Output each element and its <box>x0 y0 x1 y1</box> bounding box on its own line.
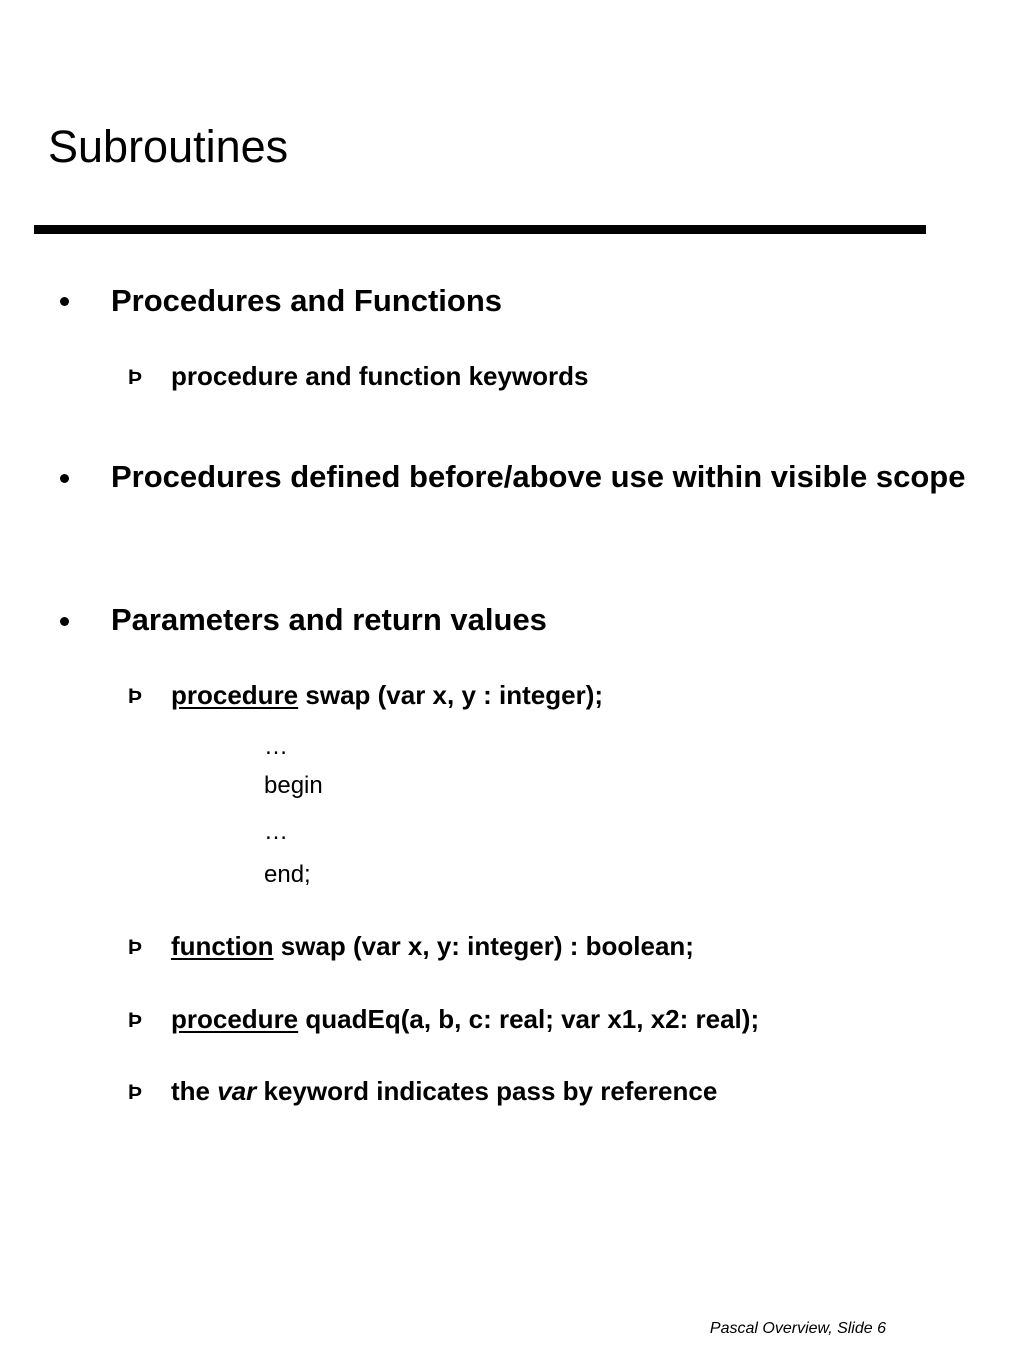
slide-footer: Pascal Overview, Slide 6 <box>709 1320 886 1337</box>
title-divider <box>34 225 926 234</box>
sub-bullet-var-keyword <box>171 1075 717 1107</box>
keyword-function: function <box>171 931 274 961</box>
signature-text: swap (var x, y: integer) : boolean; <box>273 931 694 961</box>
sentence-prefix: the <box>171 1076 218 1106</box>
code-line: … <box>264 733 288 760</box>
filled-circle-bullet-icon <box>60 474 69 483</box>
keyword-var: var <box>217 1076 257 1106</box>
wingdings-arrow-bullet-icon: Þ <box>128 1081 143 1104</box>
sub-bullet-keywords: procedure and function keywords <box>171 361 589 391</box>
signature-text: swap (var x, y : integer); <box>298 680 604 710</box>
wingdings-arrow-bullet-icon: Þ <box>128 685 143 708</box>
wingdings-arrow-bullet-icon: Þ <box>128 936 143 959</box>
sub-bullet-function-swap <box>171 930 694 962</box>
bullet-procedures-defined: Procedures defined before/above use within visible scope <box>111 459 966 494</box>
wingdings-arrow-bullet-icon: Þ <box>128 1009 143 1032</box>
sub-bullet-procedure-quadeq <box>171 1003 759 1035</box>
sentence-suffix: keyword indicates pass by reference <box>256 1076 718 1106</box>
code-line: … <box>264 818 288 845</box>
bullet-parameters-return-values: Parameters and return values <box>111 602 547 637</box>
code-line: end; <box>264 861 311 888</box>
code-line: begin <box>264 772 323 799</box>
bullet-procedures-and-functions: Procedures and Functions <box>111 283 503 318</box>
sub-bullet-procedure-swap <box>171 679 603 711</box>
keyword-procedure: procedure <box>171 1004 299 1034</box>
keyword-procedure: procedure <box>171 680 299 710</box>
filled-circle-bullet-icon <box>60 617 69 626</box>
slide-title: Subroutines <box>48 121 289 172</box>
wingdings-arrow-bullet-icon: Þ <box>128 366 143 389</box>
filled-circle-bullet-icon <box>60 297 69 306</box>
signature-text: quadEq(a, b, c: real; var x1, x2: real); <box>298 1004 760 1034</box>
